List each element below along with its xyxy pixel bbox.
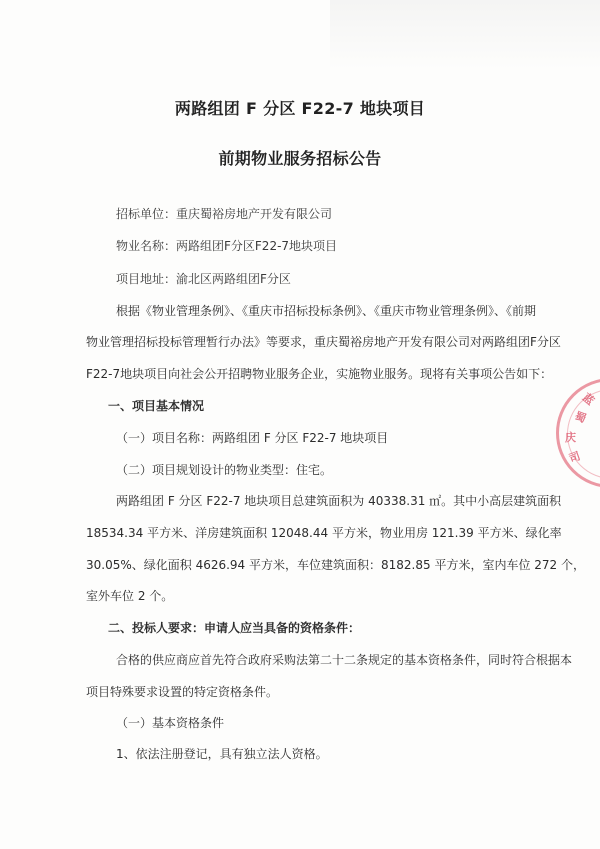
seal-glyph-1: 蓝 xyxy=(579,390,597,408)
section1-item-1: （一）项目名称：两路组团 F 分区 F22-7 地块项目 xyxy=(116,431,389,445)
seal-glyph-3: 庆 xyxy=(565,431,576,444)
address-line: 项目地址：渝北区两路组团F分区 xyxy=(116,272,291,286)
section2-item-1: 1、依法注册登记，具有独立法人资格。 xyxy=(116,747,328,761)
section1-desc-4: 室外车位 2 个。 xyxy=(86,589,174,603)
section2-sub-1: （一）基本资格条件 xyxy=(116,716,225,730)
intro-line-3: F22-7地块项目向社会公开招聘物业服务企业，实施物业服务。现将有关事项公告如下： xyxy=(86,367,553,381)
seal-glyph-4: 司 xyxy=(567,449,583,466)
section1-desc-1: 两路组团 F 分区 F22-7 地块项目总建筑面积为 40338.31 ㎡。其中小高层建筑面积 xyxy=(116,494,562,508)
section2-para-1: 合格的供应商应首先符合政府采购法第二十二条规定的基本资格条件，同时符合根据本 xyxy=(116,653,573,667)
section1-desc-2: 18534.34 平方米、洋房建筑面积 12048.44 平方米，物业用房 121.39 平方米、绿化率 xyxy=(86,526,562,540)
company-seal-stamp xyxy=(556,378,600,488)
section2-para-2: 项目特殊要求设置的特定资格条件。 xyxy=(86,685,279,699)
seal-glyph-2: 蜀 xyxy=(572,409,588,426)
tenderer-line: 招标单位：重庆蜀裕房地产开发有限公司 xyxy=(116,207,333,221)
scan-shadow xyxy=(330,0,600,70)
intro-line-1: 根据《物业管理条例》、《重庆市招标投标条例》、《重庆市物业管理条例》、《前期 xyxy=(116,304,537,318)
section2-heading: 二、投标人要求：申请人应当具备的资格条件： xyxy=(108,621,361,635)
section1-item-2: （二）项目规划设计的物业类型：住宅。 xyxy=(116,463,333,477)
section1-desc-3: 30.05%、绿化面积 4626.94 平方米，车位建筑面积：8182.85 平方米，室内车位 272 个， xyxy=(86,558,585,572)
title-line-1: 两路组团 F 分区 F22-7 地块项目 xyxy=(174,99,426,118)
property-line: 物业名称：两路组团F分区F22-7地块项目 xyxy=(116,239,338,253)
intro-line-2: 物业管理招标投标管理暂行办法》等要求，重庆蜀裕房地产开发有限公司对两路组团F分区 xyxy=(86,335,561,349)
section1-heading: 一、项目基本情况 xyxy=(108,399,205,413)
title-line-2: 前期物业服务招标公告 xyxy=(218,149,382,168)
